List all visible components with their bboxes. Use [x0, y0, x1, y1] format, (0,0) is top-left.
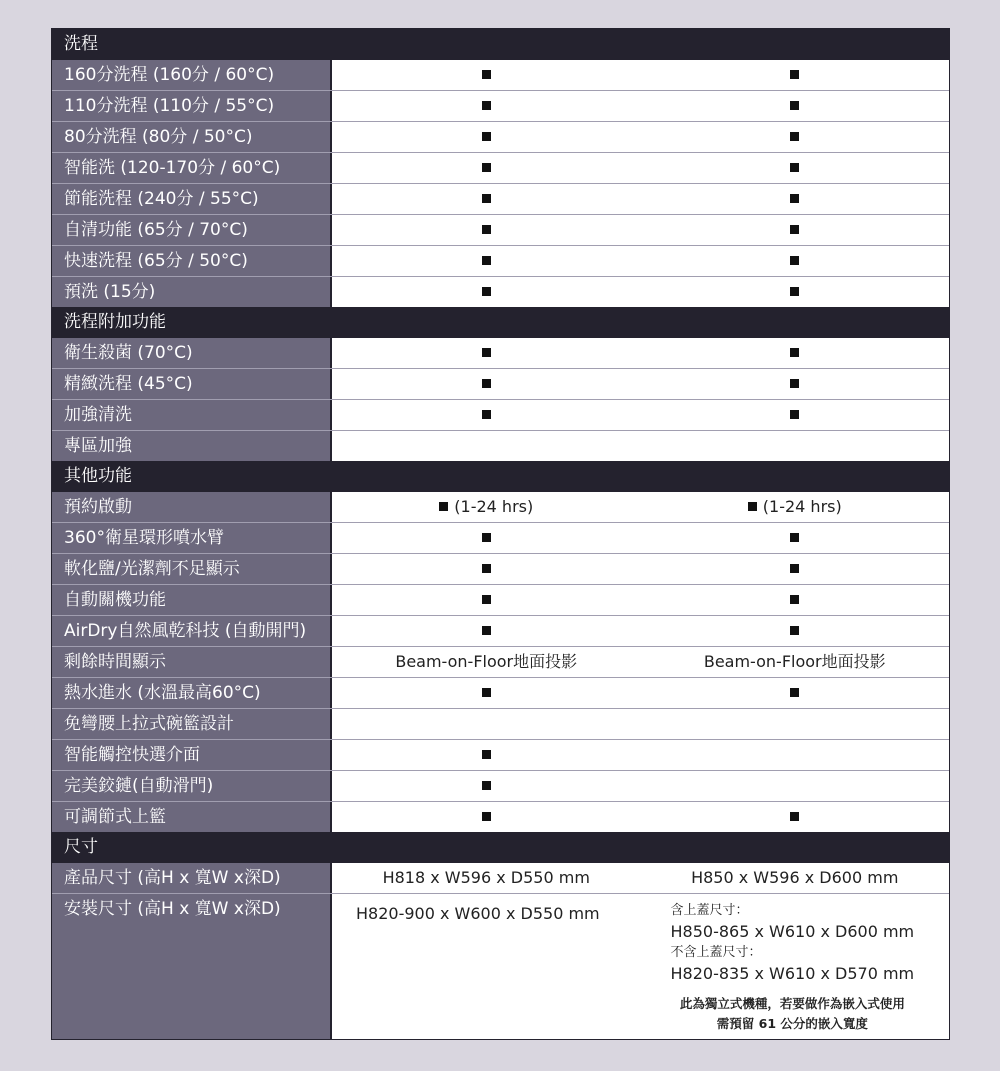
- feature-mark: [790, 595, 799, 604]
- install-note: 此為獨立式機種，若要做作為嵌入式使用 需預留 61 公分的嵌入寬度: [679, 996, 905, 1031]
- table-row: [52, 492, 949, 523]
- row-label: 熱水進水 (水溫最高60°C): [52, 678, 332, 708]
- feature-mark: [482, 688, 491, 697]
- install-size-block: [671, 902, 915, 1034]
- table-row: [52, 616, 949, 647]
- row-label: 160分洗程 (160分 / 60°C): [52, 60, 332, 90]
- install-size: H820-835 x W610 x D570 mm: [670, 964, 915, 983]
- table-row: [52, 740, 949, 771]
- table-row: [52, 647, 949, 678]
- feature-mark: [482, 101, 491, 110]
- feature-mark: [790, 225, 799, 234]
- feature-mark: [482, 564, 491, 573]
- feature-mark: [482, 163, 491, 172]
- row-label: 可調節式上籃: [52, 802, 332, 832]
- feature-mark: [482, 287, 491, 296]
- row-label: 免彎腰上拉式碗籃設計: [52, 709, 332, 739]
- row-label: 完美鉸鏈(自動滑門): [52, 771, 332, 801]
- table-row: [52, 215, 949, 246]
- beam-value: Beam-on-Floor地面投影: [332, 647, 641, 677]
- feature-mark: [790, 194, 799, 203]
- feature-mark: [482, 410, 491, 419]
- feature-mark: [790, 410, 799, 419]
- feature-mark: [482, 70, 491, 79]
- feature-mark: [790, 688, 799, 697]
- row-label: 精緻洗程 (45°C): [52, 369, 332, 399]
- feature-mark: [482, 379, 491, 388]
- row-label: 預約啟動: [52, 492, 332, 522]
- feature-mark: [790, 348, 799, 357]
- timer-note: (1-24 hrs): [454, 497, 534, 516]
- table-row: [52, 277, 949, 307]
- install-size: H820-900 x W600 x D550 mm: [356, 904, 600, 923]
- feature-mark: [482, 626, 491, 635]
- product-size: H850 x W596 x D600 mm: [641, 863, 950, 893]
- row-label: 衛生殺菌 (70°C): [52, 338, 332, 368]
- feature-mark: [790, 812, 799, 821]
- feature-mark: [790, 70, 799, 79]
- feature-mark: [482, 194, 491, 203]
- row-label: 80分洗程 (80分 / 50°C): [52, 122, 332, 152]
- feature-mark: [790, 564, 799, 573]
- beam-value: Beam-on-Floor地面投影: [641, 647, 950, 677]
- table-row: [52, 894, 949, 1039]
- feature-mark: [439, 502, 448, 511]
- feature-mark: [790, 132, 799, 141]
- feature-mark: [790, 256, 799, 265]
- install-label: 不含上蓋尺寸：: [670, 945, 762, 960]
- table-row: [52, 246, 949, 277]
- section-header-wash: 洗程: [52, 29, 949, 60]
- row-label: 節能洗程 (240分 / 55°C): [52, 184, 332, 214]
- table-row: [52, 771, 949, 802]
- feature-mark: [790, 287, 799, 296]
- feature-mark: [482, 256, 491, 265]
- table-row: [52, 431, 949, 461]
- feature-mark: [482, 132, 491, 141]
- install-size: H850-865 x W610 x D600 mm: [670, 922, 915, 941]
- table-row: [52, 709, 949, 740]
- row-label: AirDry自然風乾科技 (自動開門): [52, 616, 332, 646]
- row-label: 自清功能 (65分 / 70°C): [52, 215, 332, 245]
- feature-mark: [748, 502, 757, 511]
- feature-mark: [790, 101, 799, 110]
- table-row: [52, 338, 949, 369]
- row-label: 預洗 (15分): [52, 277, 332, 307]
- feature-mark: [482, 348, 491, 357]
- table-row: [52, 400, 949, 431]
- feature-mark: [790, 533, 799, 542]
- table-row: [52, 122, 949, 153]
- product-size: H818 x W596 x D550 mm: [332, 863, 641, 893]
- feature-mark: [482, 595, 491, 604]
- row-label: 自動關機功能: [52, 585, 332, 615]
- table-row: [52, 369, 949, 400]
- table-row: [52, 678, 949, 709]
- row-label: 360°衛星環形噴水臂: [52, 523, 332, 553]
- install-label: 含上蓋尺寸：: [670, 903, 749, 918]
- row-label: 加強清洗: [52, 400, 332, 430]
- row-label: 剩餘時間顯示: [52, 647, 332, 677]
- table-row: [52, 585, 949, 616]
- feature-mark: [482, 781, 491, 790]
- timer-note: (1-24 hrs): [762, 497, 842, 516]
- feature-mark: [482, 812, 491, 821]
- row-label: 安裝尺寸 (高H x 寬W x深D): [52, 894, 332, 1039]
- spec-table: [51, 28, 950, 1040]
- table-row: [52, 153, 949, 184]
- feature-mark: [482, 225, 491, 234]
- row-label: 智能觸控快選介面: [52, 740, 332, 770]
- table-row: [52, 184, 949, 215]
- table-row: [52, 863, 949, 894]
- section-header-other: 其他功能: [52, 461, 949, 492]
- feature-mark: [482, 533, 491, 542]
- table-row: [52, 91, 949, 122]
- row-label: 產品尺寸 (高H x 寬W x深D): [52, 863, 332, 893]
- row-label: 智能洗 (120-170分 / 60°C): [52, 153, 332, 183]
- feature-mark: [482, 750, 491, 759]
- table-row: [52, 802, 949, 832]
- feature-mark: [790, 379, 799, 388]
- row-label: 110分洗程 (110分 / 55°C): [52, 91, 332, 121]
- row-label: 專區加強: [52, 431, 332, 461]
- table-row: [52, 523, 949, 554]
- table-row: [52, 60, 949, 91]
- row-label: 快速洗程 (65分 / 50°C): [52, 246, 332, 276]
- feature-mark: [790, 163, 799, 172]
- table-row: [52, 554, 949, 585]
- feature-mark: [790, 626, 799, 635]
- section-header-wash-addon: 洗程附加功能: [52, 307, 949, 338]
- row-label: 軟化鹽/光潔劑不足顯示: [52, 554, 332, 584]
- section-header-size: 尺寸: [52, 832, 949, 863]
